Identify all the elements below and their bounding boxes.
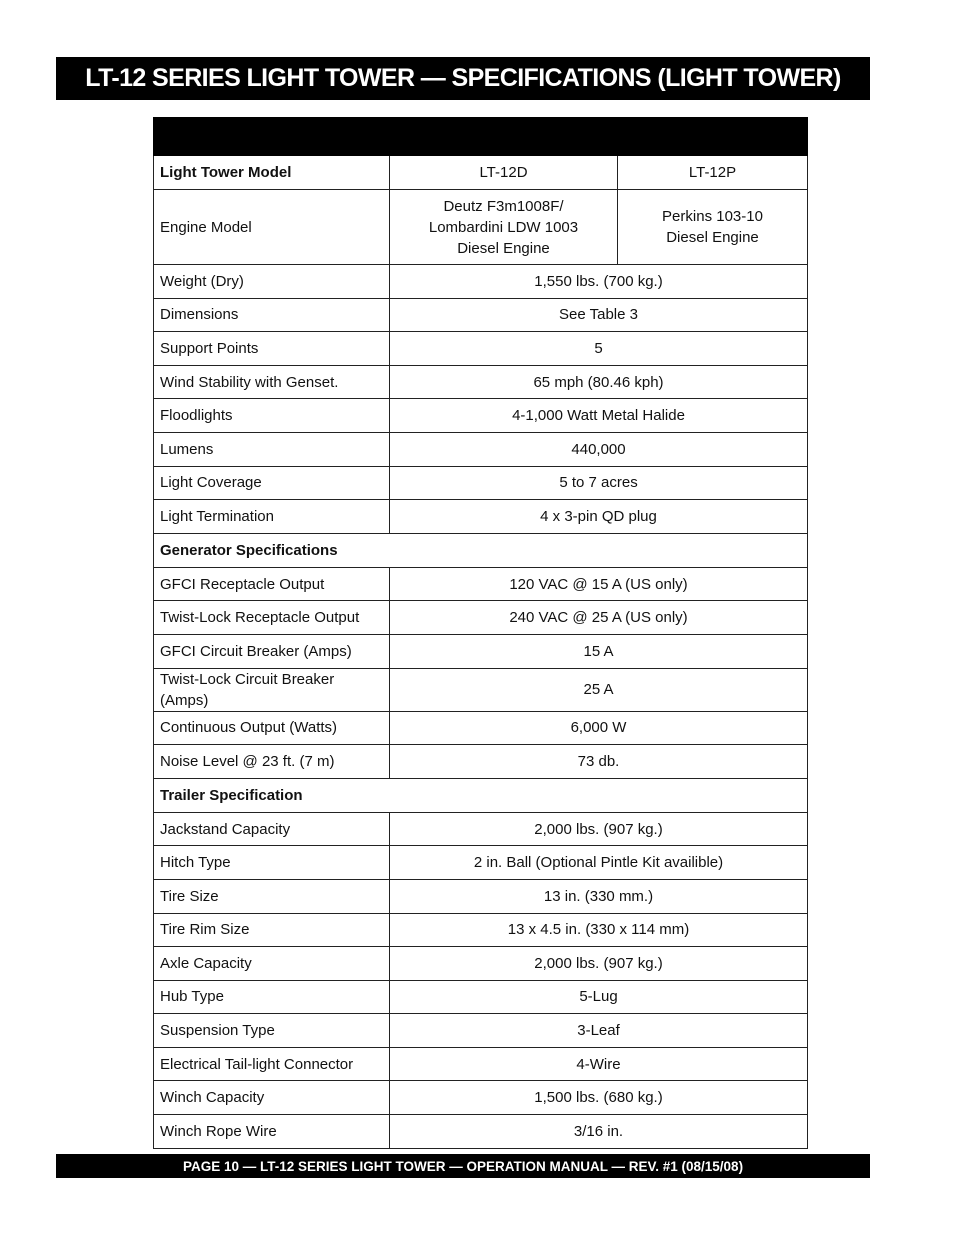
spec-label: Noise Level @ 23 ft. (7 m)	[154, 745, 390, 779]
spec-label: Hitch Type	[154, 846, 390, 880]
spec-label: GFCI Circuit Breaker (Amps)	[154, 634, 390, 668]
table-row	[154, 668, 808, 711]
spec-value: 4-Wire	[390, 1047, 808, 1081]
spec-label: Twist-Lock Receptacle Output	[154, 601, 390, 635]
table-row	[154, 846, 808, 880]
table-row	[154, 745, 808, 779]
table-header-band	[154, 118, 808, 156]
table-row	[154, 466, 808, 500]
table-row	[154, 265, 808, 299]
table-row	[154, 500, 808, 534]
engine-lt12d-line: Diesel Engine	[457, 239, 550, 257]
spec-label: Wind Stability with Genset.	[154, 365, 390, 399]
table-row	[154, 634, 808, 668]
engine-lt12d-line: Lombardini LDW 1003	[428, 218, 579, 236]
spec-label: Weight (Dry)	[154, 265, 390, 299]
table-row	[154, 432, 808, 466]
spec-value: 6,000 W	[390, 711, 808, 745]
spec-label: Dimensions	[154, 298, 390, 332]
section-title: Generator Specifications	[154, 533, 808, 567]
table-row	[154, 947, 808, 981]
spec-value: 13 in. (330 mm.)	[390, 879, 808, 913]
spec-label: Hub Type	[154, 980, 390, 1014]
spec-value: 3/16 in.	[390, 1115, 808, 1149]
page-footer: PAGE 10 — LT-12 SERIES LIGHT TOWER — OPERATION MANUAL — REV. #1 (08/15/08)	[56, 1154, 870, 1178]
table-row	[154, 879, 808, 913]
spec-label: Suspension Type	[154, 1014, 390, 1048]
table-row	[154, 711, 808, 745]
spec-label: GFCI Receptacle Output	[154, 567, 390, 601]
section-header-trailer	[154, 778, 808, 812]
table-row	[154, 567, 808, 601]
spec-label: Jackstand Capacity	[154, 812, 390, 846]
table-row	[154, 1115, 808, 1149]
model-row	[154, 156, 808, 190]
spec-value: 5 to 7 acres	[390, 466, 808, 500]
spec-value: 13 x 4.5 in. (330 x 114 mm)	[390, 913, 808, 947]
spec-label: Winch Rope Wire	[154, 1115, 390, 1149]
section-title: Trailer Specification	[154, 778, 808, 812]
spec-value: 2 in. Ball (Optional Pintle Kit availible)	[390, 846, 808, 880]
spec-value: 4 x 3-pin QD plug	[390, 500, 808, 534]
spec-label: Twist-Lock Circuit Breaker (Amps)	[154, 668, 390, 711]
spec-value: 120 VAC @ 15 A (US only)	[390, 567, 808, 601]
section-header-generator	[154, 533, 808, 567]
spec-label: Light Coverage	[154, 466, 390, 500]
table-row	[154, 1047, 808, 1081]
spec-value: 5	[390, 332, 808, 366]
engine-row	[154, 190, 808, 265]
spec-value: 65 mph (80.46 kph)	[390, 365, 808, 399]
spec-value: 73 db.	[390, 745, 808, 779]
spec-label: Floodlights	[154, 399, 390, 433]
engine-lt12p	[618, 190, 808, 265]
spec-value: 5-Lug	[390, 980, 808, 1014]
model-label: Light Tower Model	[154, 156, 390, 190]
table-row	[154, 298, 808, 332]
spec-value: 2,000 lbs. (907 kg.)	[390, 947, 808, 981]
specifications-table	[153, 117, 808, 1149]
table-row	[154, 980, 808, 1014]
engine-lt12d	[390, 190, 618, 265]
page-title: LT-12 SERIES LIGHT TOWER — SPECIFICATIONS (LIGHT TOWER)	[56, 57, 870, 100]
model-lt12p: LT-12P	[618, 156, 808, 190]
table-row	[154, 332, 808, 366]
table-row	[154, 1014, 808, 1048]
spec-value: 25 A	[390, 668, 808, 711]
spec-value: 15 A	[390, 634, 808, 668]
spec-value: 1,550 lbs. (700 kg.)	[390, 265, 808, 299]
table-row	[154, 399, 808, 433]
header-band-cell	[154, 118, 808, 156]
engine-lt12p-line: Diesel Engine	[666, 229, 759, 246]
spec-value: 4-1,000 Watt Metal Halide	[390, 399, 808, 433]
spec-value: 440,000	[390, 432, 808, 466]
spec-label: Axle Capacity	[154, 947, 390, 981]
spec-label: Continuous Output (Watts)	[154, 711, 390, 745]
spec-label: Light Termination	[154, 500, 390, 534]
table-row	[154, 365, 808, 399]
spec-label: Electrical Tail-light Connector	[154, 1047, 390, 1081]
spec-value: 240 VAC @ 25 A (US only)	[390, 601, 808, 635]
table-row	[154, 812, 808, 846]
spec-value: 2,000 lbs. (907 kg.)	[390, 812, 808, 846]
spec-value: 1,500 lbs. (680 kg.)	[390, 1081, 808, 1115]
engine-lt12p-line: Perkins 103-10	[662, 208, 763, 225]
spec-label: Support Points	[154, 332, 390, 366]
model-lt12d: LT-12D	[390, 156, 618, 190]
table-row	[154, 601, 808, 635]
spec-value: 3-Leaf	[390, 1014, 808, 1048]
spec-label: Tire Size	[154, 879, 390, 913]
spec-label: Tire Rim Size	[154, 913, 390, 947]
engine-label: Engine Model	[154, 190, 390, 265]
table-row	[154, 1081, 808, 1115]
table-row	[154, 913, 808, 947]
engine-lt12d-line: Deutz F3m1008F/	[443, 197, 564, 215]
spec-label: Winch Capacity	[154, 1081, 390, 1115]
spec-value: See Table 3	[390, 298, 808, 332]
spec-label: Lumens	[154, 432, 390, 466]
